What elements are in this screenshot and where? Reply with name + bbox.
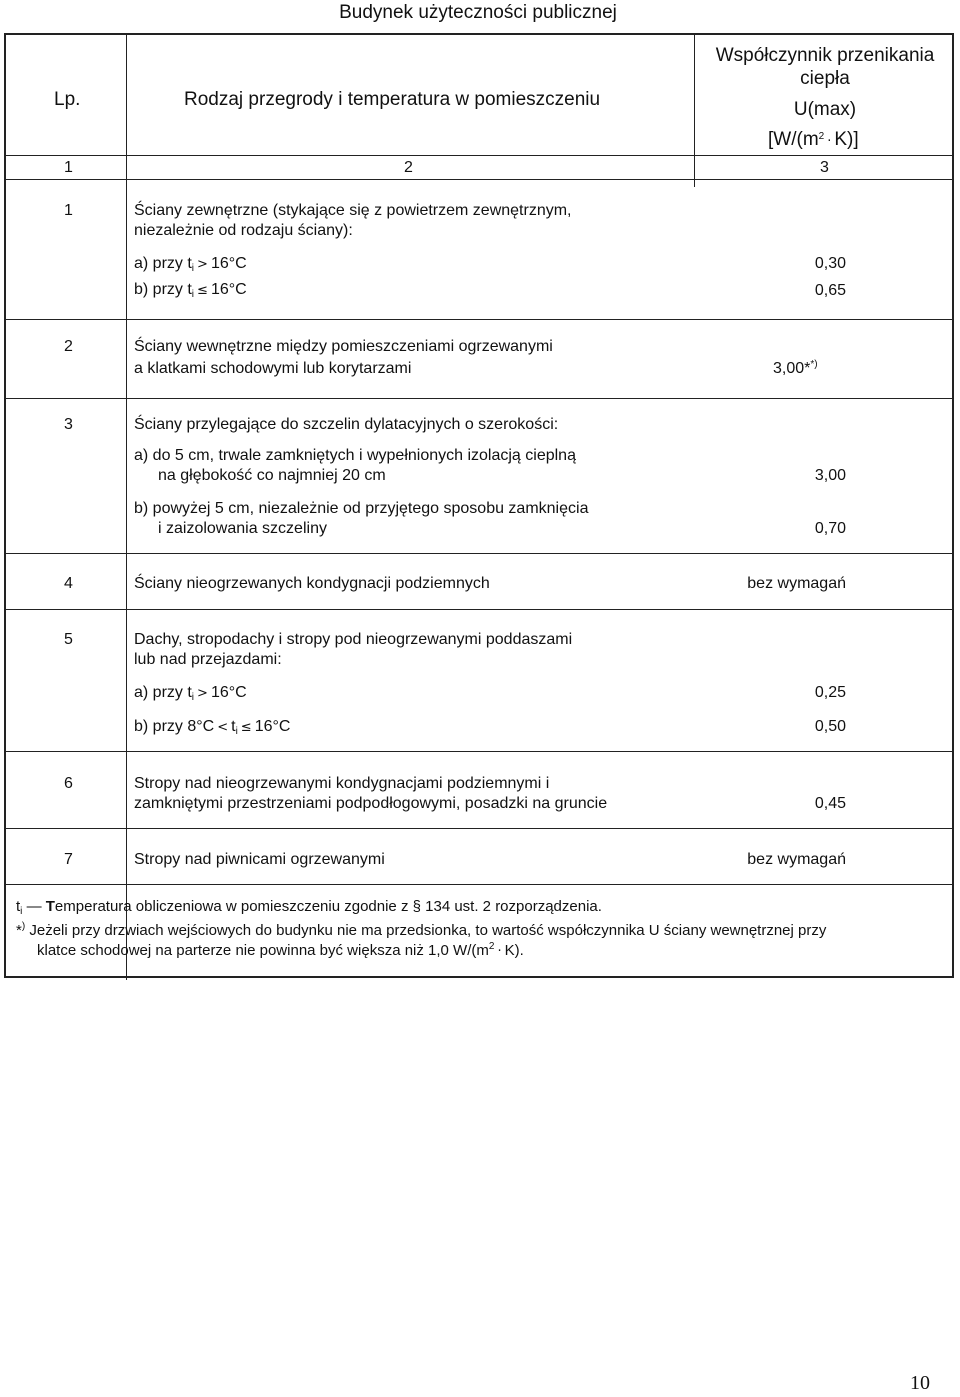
row-divider — [6, 319, 952, 320]
row-divider — [6, 751, 952, 752]
row-2-value: 3,00**) — [773, 359, 818, 377]
row-2-number: 2 — [64, 338, 73, 355]
table-caption: Budynek użyteczności publicznej — [339, 2, 617, 23]
row-5-title-line2: lub nad przejazdami: — [134, 651, 282, 668]
header-coefficient-line1: Współczynnik przenikania — [715, 45, 935, 66]
row-5-case-b: b) przy $8^\circ C < t_i \le 16^\circ C$ — [134, 718, 291, 737]
row-5-case-a-value: 0,25 — [814, 684, 846, 701]
row-1-case-a: a) przy $t_i > 16^\circ C$ — [134, 255, 247, 274]
row-6-value: 0,45 — [814, 795, 846, 812]
row-3-case-b-value: 0,70 — [814, 520, 846, 537]
row-6-number: 6 — [64, 775, 73, 792]
row-4-value: bez wymagań — [747, 575, 846, 592]
header-unit: $[W/(m^2 \cdot K)]$ — [768, 129, 859, 150]
column-divider — [126, 35, 127, 980]
row-7-number: 7 — [64, 851, 73, 868]
row-3-number: 3 — [64, 416, 73, 433]
row-divider — [6, 828, 952, 829]
row-5-case-b-value: 0,50 — [814, 718, 846, 735]
u-max-table — [4, 33, 954, 978]
row-1-title-line1: Ściany zewnętrzne (stykające się z powietrzem zewnętrznym, — [134, 202, 572, 219]
header-coefficient-line2: ciepła — [800, 68, 850, 89]
header-lp: Lp. — [54, 89, 81, 110]
row-2-title-line1: Ściany wewnętrzne między pomieszczeniami ogrzewanymi — [134, 338, 553, 355]
row-3-case-b-line2: i zaizolowania szczeliny — [158, 520, 327, 537]
row-3-title: Ściany przylegające do szczelin dylatacyjnych o szerokości: — [134, 416, 559, 433]
column-number-3: 3 — [820, 159, 829, 176]
row-3-case-a-value: 3,00 — [814, 467, 846, 484]
row-divider — [6, 553, 952, 554]
row-3-case-b-line1: b) powyżej 5 cm, niezależnie od przyjętego sposobu zamknięcia — [134, 500, 589, 517]
row-5-number: 5 — [64, 631, 73, 648]
row-4-title: Ściany nieogrzewanych kondygnacji podziemnych — [134, 575, 490, 592]
row-1-title-line2: niezależnie od rodzaju ściany): — [134, 222, 353, 239]
header-coefficient-umax: U(max) — [793, 99, 857, 120]
row-divider — [6, 609, 952, 610]
row-1-case-a-value: 0,30 — [814, 255, 846, 272]
note-footnote-line2: klatce schodowej na parterze nie powinna być większa niż 1,0 $W/(m^2 \cdot K)$. — [37, 941, 524, 959]
row-3-case-a-line1: a) do 5 cm, trwale zamkniętych i wypełnionych izolacją cieplną — [134, 447, 576, 464]
row-1-number: 1 — [64, 202, 73, 219]
page-number: 10 — [910, 1372, 930, 1394]
note-temperature: $t_i$ — Temperatura obliczeniowa w pomieszczeniu zgodnie z § 134 ust. 2 rozporządzenia. — [16, 898, 602, 917]
row-divider — [6, 179, 952, 180]
row-1-case-b: b) przy $t_i \le 16^\circ C$ — [134, 281, 247, 300]
row-5-title-line1: Dachy, stropodachy i stropy pod nieogrzewanymi poddaszami — [134, 631, 573, 648]
row-7-title: Stropy nad piwnicami ogrzewanymi — [134, 851, 385, 868]
row-7-value: bez wymagań — [747, 851, 846, 868]
row-6-title-line2: zamkniętymi przestrzeniami podpodłogowymi, posadzki na gruncie — [134, 795, 608, 812]
row-2-title-line2: a klatkami schodowymi lub korytarzami — [134, 360, 412, 377]
row-divider — [6, 398, 952, 399]
header-partition-type: Rodzaj przegrody i temperatura w pomieszczeniu — [184, 89, 601, 110]
row-3-case-a-line2: na głębokość co najmniej 20 cm — [158, 467, 386, 484]
note-footnote-line1: *) Jeżeli przy drzwiach wejściowych do budynku nie ma przedsionka, to wartość współczynnika U ściany wewnętrznej przy — [16, 921, 827, 939]
row-divider — [6, 884, 952, 885]
row-divider — [6, 155, 952, 156]
row-5-case-a: a) przy $t_i > 16^\circ C$ — [134, 684, 247, 703]
row-4-number: 4 — [64, 575, 73, 592]
row-1-case-b-value: 0,65 — [814, 282, 846, 299]
column-number-2: 2 — [404, 159, 413, 176]
column-number-1: 1 — [64, 159, 73, 176]
row-6-title-line1: Stropy nad nieogrzewanymi kondygnacjami podziemnymi i — [134, 775, 550, 792]
